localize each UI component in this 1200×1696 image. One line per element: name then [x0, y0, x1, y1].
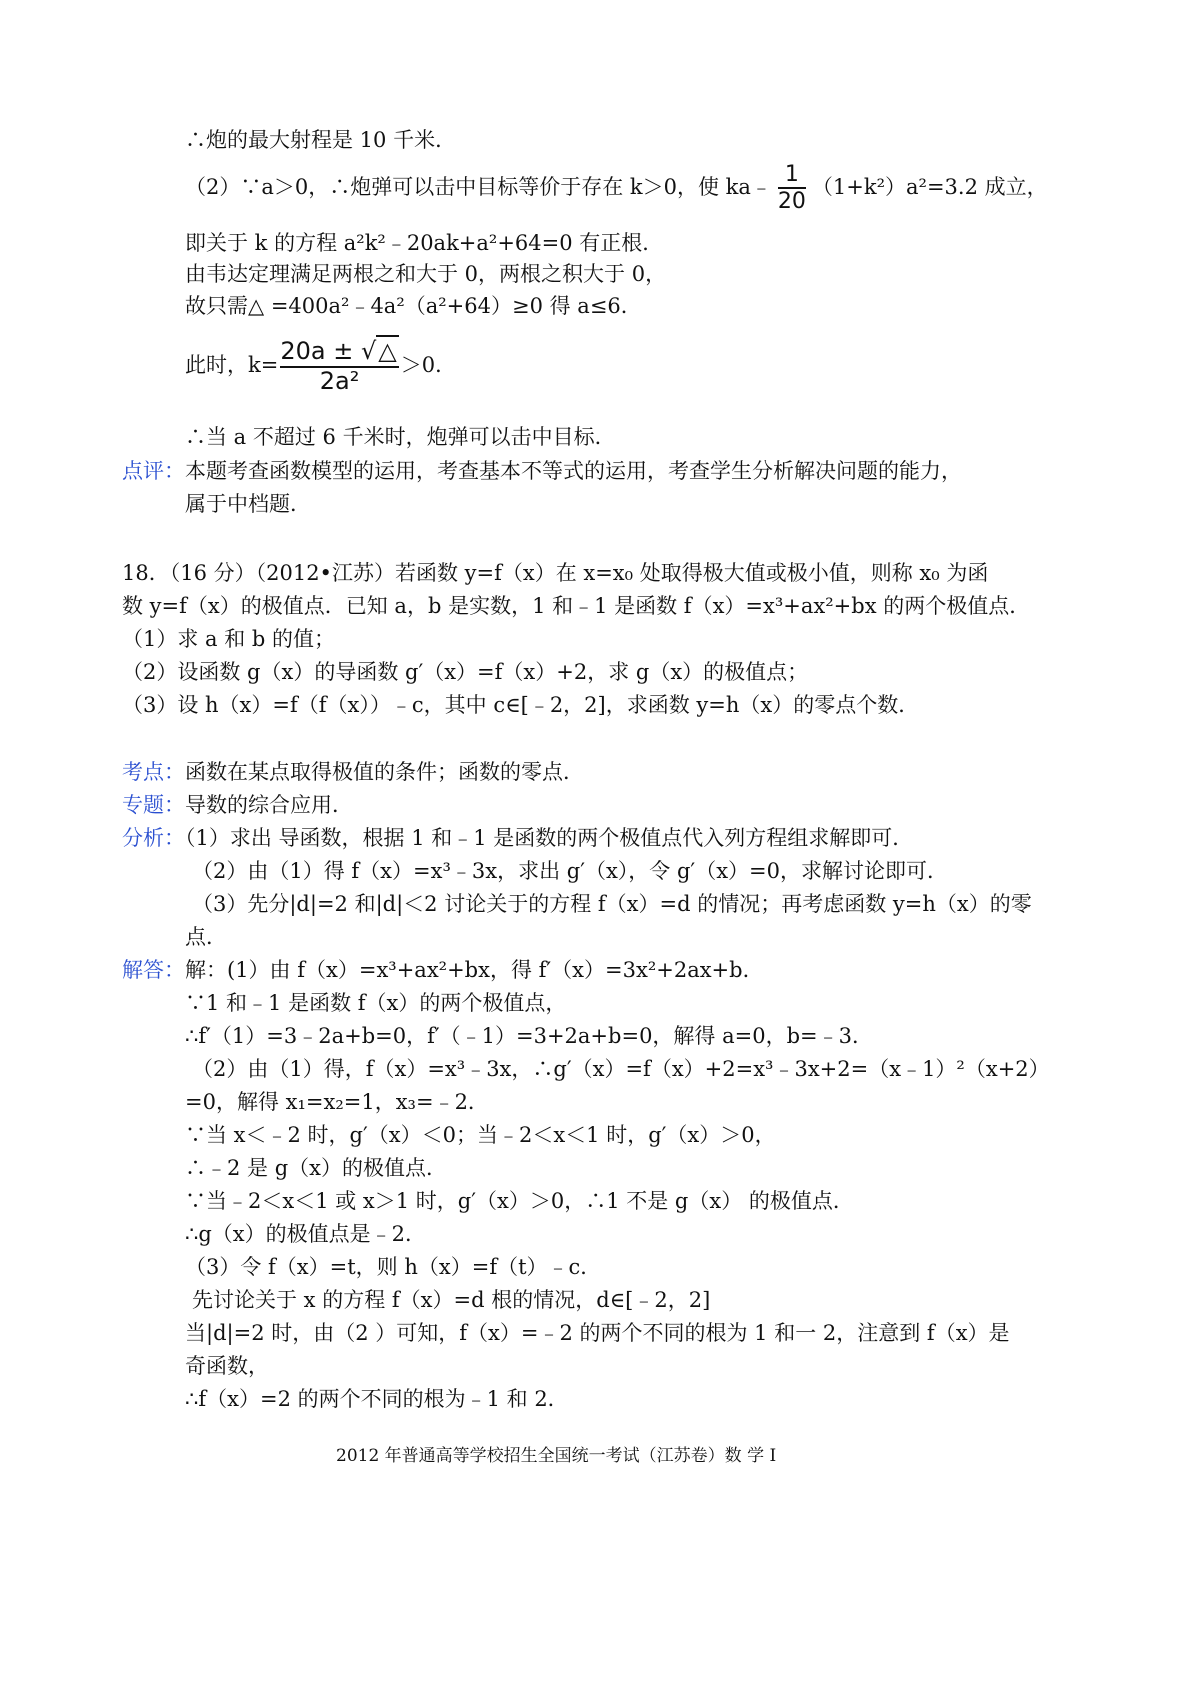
text-line: （3）令 f（x）=t，则 h（x）=f（t）﹣c． [185, 1255, 602, 1279]
problem-title: 18．（16 分）（2012•江苏）若函数 y=f（x）在 x=x₀ 处取得极大值或极小值，则称 x₀ 为函 [122, 561, 989, 585]
text-line-part: 此时，k= [185, 353, 279, 378]
text-line [122, 762, 584, 783]
sqrt-delta [361, 338, 399, 366]
text-line: 由韦达定理满足两根之和大于 0，两根之积大于 0， [185, 262, 667, 286]
text-line-part: （2）∵a＞0，∴炮弹可以击中目标等价于存在 k＞0，使 ka﹣ [185, 174, 772, 199]
text-line: （2）设函数 g（x）的导函数 g′（x）=f（x）+2，求 g（x）的极值点； [122, 660, 809, 684]
text-line: ∴当 a 不超过 6 千米时，炮弹可以击中目标． [185, 425, 616, 449]
text-line: 奇函数， [185, 1354, 269, 1378]
section-label-topic: 专题： [122, 793, 185, 817]
section-label-analysis: 分析： [122, 826, 185, 850]
text-line-part: 函数在某点取得极值的条件；函数的零点． [185, 760, 584, 784]
text-line: ∴﹣2 是 g（x）的极值点． [185, 1156, 447, 1180]
text-line: 点． [185, 925, 227, 949]
radicand: △ [378, 337, 397, 365]
text-line: （2）由（1）得 f（x）=x³﹣3x，求出 g′（x），令 g′（x）=0，求解讨论即可． [192, 859, 948, 883]
text-line: （3）设 h（x）=f（f（x））﹣c，其中 c∈[﹣2，2]，求函数 y=h（x）的零点个数． [122, 693, 920, 717]
text-line: 数 y=f（x）的极值点．已知 a，b 是实数，1 和﹣1 是函数 f（x）=x³+ax²+bx 的两个极值点． [122, 594, 1031, 618]
text-line: 即关于 k 的方程 a²k²﹣20ak+a²+64=0 有正根． [185, 231, 664, 255]
fraction-numerator: 1 [784, 162, 799, 187]
text-line: 故只需△ =400a²﹣4a²（a²+64）≥0 得 a≤6． [185, 294, 642, 318]
text-line: 当|d|=2 时，由（2 ）可知，f（x）=﹣2 的两个不同的根为 1 和一 2，注意到 f（x）是 [185, 1321, 1010, 1345]
fraction-denominator: 20 [777, 189, 806, 215]
fraction-numerator [280, 338, 398, 366]
text-line [122, 828, 913, 849]
text-line: （3）先分|d|=2 和|d|＜2 讨论关于的方程 f（x）=d 的情况；再考虑函数 y=h（x）的零 [192, 892, 1032, 916]
text-line: （2）由（1）得，f（x）=x³﹣3x，∴g′（x）=f（x）+2=x³﹣3x+2=（x﹣1）²（x+2） [192, 1057, 1050, 1081]
text-line [185, 162, 1048, 215]
fraction-one-twentieth [778, 162, 806, 215]
page-footer: 2012 年普通高等学校招生全国统一考试（江苏卷）数 学 I [336, 1446, 777, 1466]
radical-sign: √ [360, 337, 377, 365]
fraction-denominator: 2a² [319, 366, 360, 395]
section-label-comment: 点评： [122, 459, 185, 483]
numerator-part: 20a ± [280, 337, 361, 365]
text-line-part: 解：(1）由 f（x）=x³+ax²+bx，得 f′（x）=3x²+2ax+b． [185, 958, 764, 982]
text-line [122, 461, 962, 482]
text-line: 属于中档题． [185, 492, 311, 516]
text-line: ∵当 x＜﹣2 时，g′（x）＜0；当﹣2＜x＜1 时，g′（x）＞0， [185, 1123, 776, 1147]
text-line-part: 导数的综合应用． [185, 793, 353, 817]
text-line-part: （1）求出 导函数，根据 1 和﹣1 是函数的两个极值点代入列方程组求解即可． [185, 826, 914, 850]
text-line [122, 960, 764, 981]
fraction-k-formula [280, 338, 398, 395]
section-label-keypoint: 考点： [122, 760, 185, 784]
text-line: ∴f′（1）=3﹣2a+b=0，f′（﹣1）=3+2a+b=0，解得 a=0，b=﹣3． [185, 1024, 873, 1048]
text-line: ∴g（x）的极值点是﹣2． [185, 1222, 427, 1246]
text-line: （1）求 a 和 b 的值； [122, 627, 336, 651]
section-label-solution: 解答： [122, 958, 185, 982]
text-line-part: 本题考查函数模型的运用，考查基本不等式的运用，考查学生分析解决问题的能力， [185, 459, 962, 483]
text-line [185, 338, 456, 395]
text-line-part: （1+k²）a²=3.2 成立， [811, 174, 1048, 199]
text-line-part: ＞0． [400, 353, 457, 378]
text-line: ∵当﹣2＜x＜1 或 x＞1 时，g′（x）＞0，∴1 不是 g（x） 的极值点． [185, 1189, 854, 1213]
text-line: 先讨论关于 x 的方程 f（x）=d 根的情况，d∈[﹣2，2] [192, 1288, 711, 1312]
text-line: ∴炮的最大射程是 10 千米． [185, 128, 457, 152]
text-line: ∴f（x）=2 的两个不同的根为﹣1 和 2． [185, 1387, 569, 1411]
text-line [122, 795, 353, 816]
text-line: ∵1 和﹣1 是函数 f（x）的两个极值点， [185, 991, 567, 1015]
text-line: =0，解得 x₁=x₂=1，x₃=﹣2． [185, 1090, 489, 1114]
